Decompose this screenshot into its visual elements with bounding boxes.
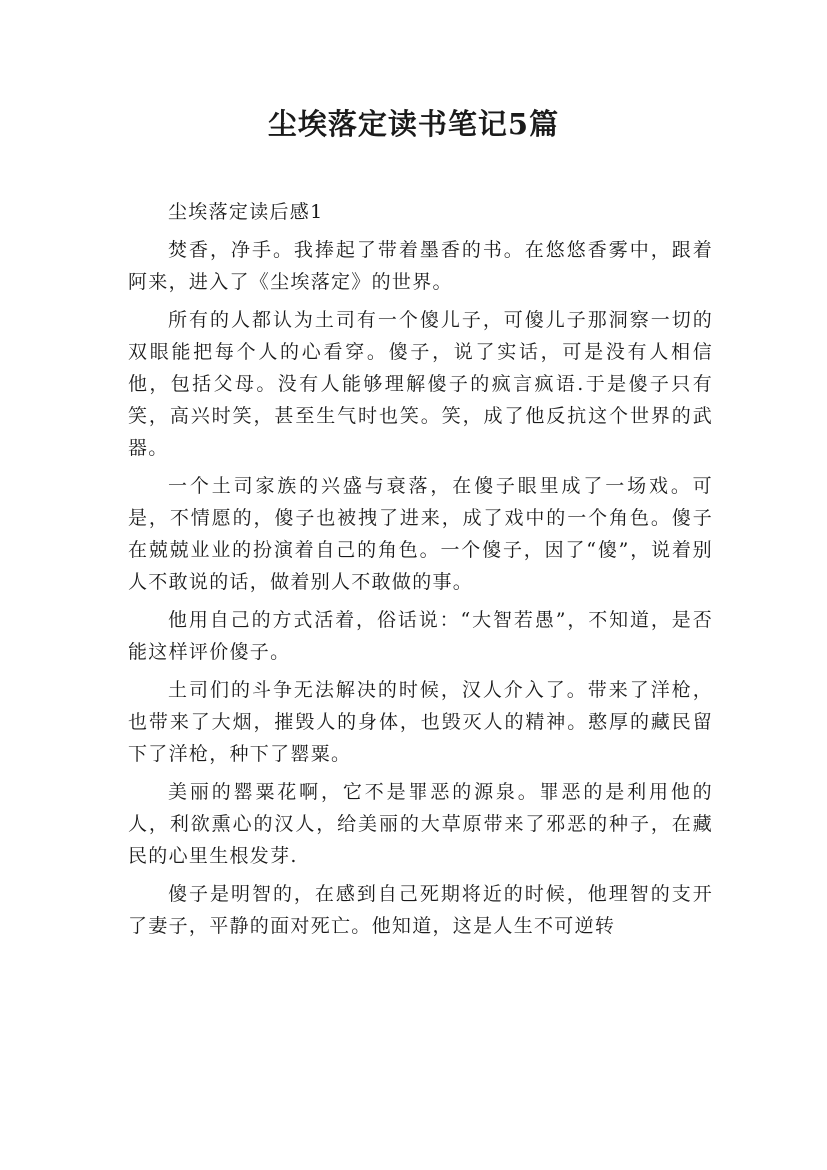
paragraph-7: 傻子是明智的，在感到自己死期将近的时候，他理智的支开了妻子，平静的面对死亡。他知道，这是人生不可逆转 <box>128 883 713 937</box>
paragraph-6: 美丽的罂粟花啊，它不是罪恶的源泉。罪恶的是利用他的人，利欲熏心的汉人，给美丽的大草原带来了邪恶的种子，在藏民的心里生根发芽. <box>128 781 713 867</box>
paragraph-1: 焚香，净手。我捧起了带着墨香的书。在悠悠香雾中，跟着阿来，进入了《尘埃落定》的世界。 <box>128 239 713 293</box>
document-body <box>128 196 713 942</box>
paragraph-2: 所有的人都认为土司有一个傻儿子，可傻儿子那洞察一切的双眼能把每个人的心看穿。傻子，说了实话，可是没有人相信他，包括父母。没有人能够理解傻子的疯言疯语.于是傻子只有笑，高兴时笑，甚至生气时也笑。笑，成了他反抗这个世界的武器。 <box>128 309 713 459</box>
paragraph-3: 一个土司家族的兴盛与衰落，在傻子眼里成了一场戏。可是，不情愿的，傻子也被拽了进来，成了戏中的一个角色。傻子在兢兢业业的扮演着自己的角色。一个傻子，因了“傻”，说着别人不敢说的话，做着别人不敢做的事。 <box>128 475 713 593</box>
paragraph-5: 土司们的斗争无法解决的时候，汉人介入了。带来了洋枪，也带来了大烟，摧毁人的身体，也毁灭人的精神。憨厚的藏民留下了洋枪，种下了罂粟。 <box>128 679 713 765</box>
section-subtitle: 尘埃落定读后感1 <box>168 201 324 223</box>
document-title: 尘埃落定读书笔记5篇 <box>267 107 560 141</box>
paragraph-4: 他用自己的方式活着，俗话说：“大智若愚”，不知道，是否能这样评价傻子。 <box>128 609 713 663</box>
